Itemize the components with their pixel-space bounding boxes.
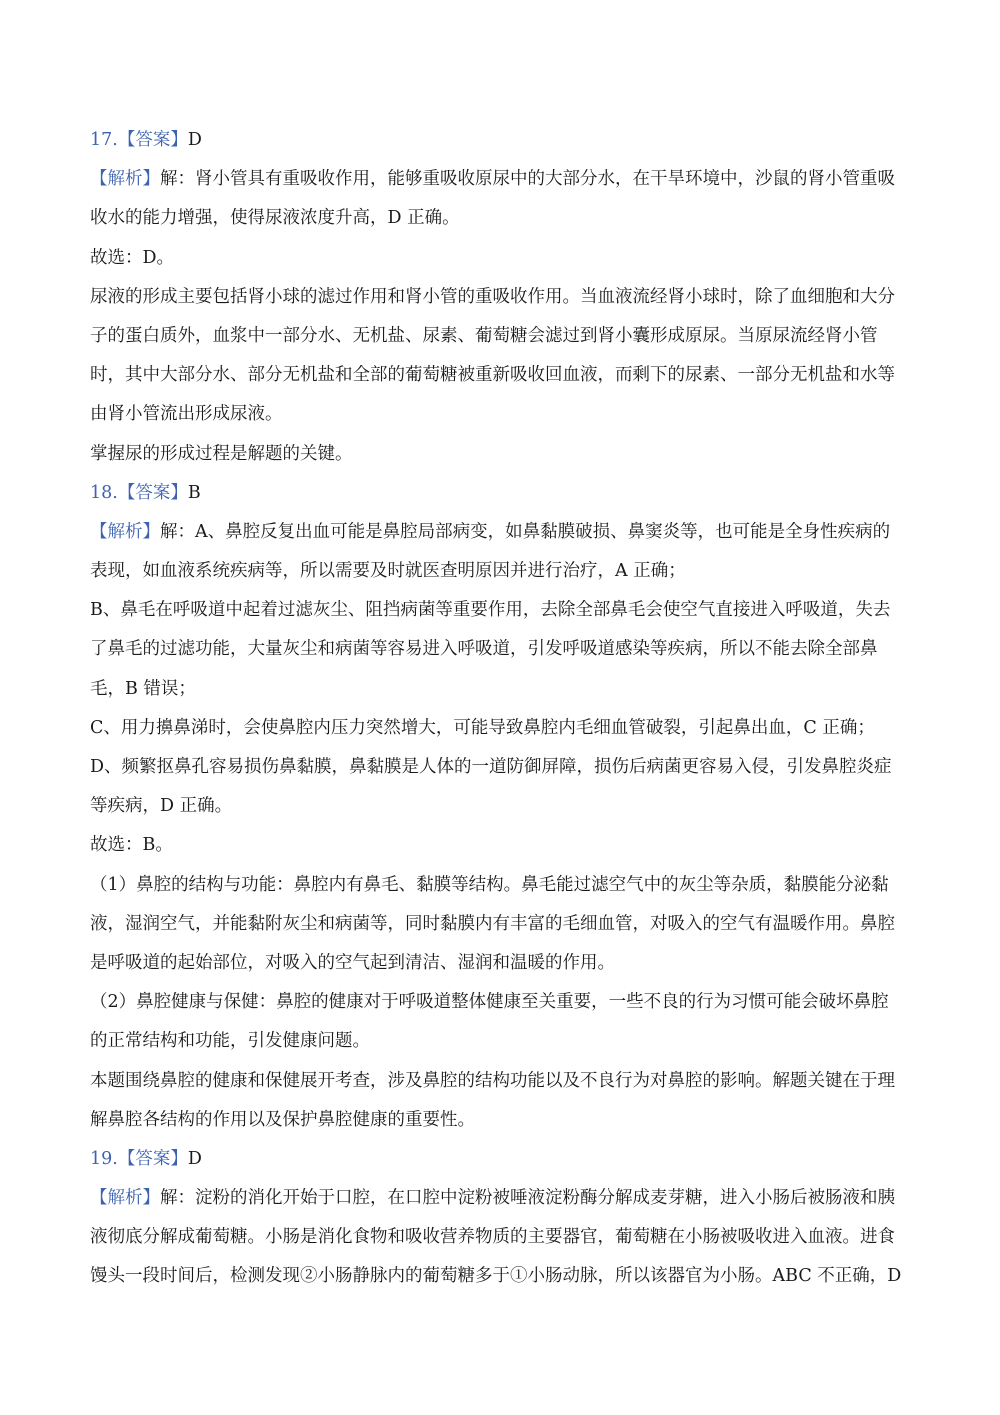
q18-text-line: 液，湿润空气，并能黏附灰尘和病菌等，同时黏膜内有丰富的毛细血管，对吸入的空气有温暖作用。鼻腔 [90, 913, 895, 934]
answer-page [90, 121, 905, 1297]
q19-answer-tag: 【答案】 [117, 1148, 188, 1169]
q18-text-line: B、鼻毛在呼吸道中起着过滤灰尘、阻挡病菌等重要作用，去除全部鼻毛会使空气直接进入呼吸道，失去 [90, 600, 891, 621]
q17-text-line: 子的蛋白质外，血浆中一部分水、无机盐、尿素、葡萄糖会滤过到肾小囊形成原尿。当原尿流经肾小管 [90, 325, 878, 346]
q18-analysis-line-1 [90, 513, 905, 552]
q19-answer-line [90, 1140, 905, 1179]
q17-analysis-tag: 【解析】 [90, 169, 160, 190]
q17-text: 解：肾小管具有重吸收作用，能够重吸收原尿中的大部分水，在干旱环境中，沙鼠的肾小管重吸 [160, 169, 895, 190]
q18-answer: B [187, 482, 201, 503]
q17-text-line: 由肾小管流出形成尿液。 [90, 404, 283, 425]
q18-text-line: （2）鼻腔健康与保健：鼻腔的健康对于呼吸道整体健康至关重要，一些不良的行为习惯可能会破坏鼻腔 [90, 992, 889, 1013]
q19-text-line: 液彻底分解成葡萄糖。小肠是消化食物和吸收营养物质的主要器官，葡萄糖在小肠被吸收进入血液。进食 [90, 1227, 895, 1248]
q19-text-line: 馒头一段时间后，检测发现②小肠静脉内的葡萄糖多于①小肠动脉，所以该器官为小肠。ABC 不正确，D [90, 1266, 902, 1287]
q18-text-line: 的正常结构和功能，引发健康问题。 [90, 1031, 370, 1052]
q17-text-line: 时，其中大部分水、部分无机盐和全部的葡萄糖被重新吸收回血液，而剩下的尿素、一部分无机盐和水等 [90, 365, 895, 386]
q18-answer-tag: 【答案】 [117, 482, 188, 503]
q17-answer-tag: 【答案】 [117, 130, 188, 150]
q18-text-line: C、用力擤鼻涕时，会使鼻腔内压力突然增大，可能导致鼻腔内毛细血管破裂，引起鼻出血，C 正确； [90, 717, 875, 738]
q19-analysis-tag: 【解析】 [90, 1188, 160, 1209]
q18-text-line: 表现，如血液系统疾病等，所以需要及时就医查明原因并进行治疗，A 正确； [90, 561, 686, 582]
q18-analysis-tag: 【解析】 [90, 521, 160, 542]
q18-text-line: 是呼吸道的起始部位，对吸入的空气起到清洁、湿润和温暖的作用。 [90, 952, 615, 973]
q17-analysis-line-1 [90, 160, 905, 199]
q19-number: 19. [90, 1148, 118, 1169]
q19-analysis-line-1 [90, 1179, 905, 1218]
q18-text-line: D、频繁抠鼻孔容易损伤鼻黏膜，鼻黏膜是人体的一道防御屏障，损伤后病菌更容易入侵，引发鼻腔炎症 [90, 757, 892, 777]
q17-answer: D [187, 130, 202, 150]
q18-text-line: 毛，B 错误； [90, 678, 196, 699]
q17-text-line: 尿液的形成主要包括肾小球的滤过作用和肾小管的重吸收作用。当血液流经肾小球时，除了血细胞和大分 [90, 286, 895, 307]
q17-text-line: 掌握尿的形成过程是解题的关键。 [90, 443, 353, 464]
q18-text-line: 等疾病，D 正确。 [90, 796, 233, 817]
q19-text: 解：淀粉的消化开始于口腔，在口腔中淀粉被唾液淀粉酶分解成麦芽糖，进入小肠后被肠液和胰 [160, 1188, 895, 1209]
q18-number: 18. [90, 482, 118, 503]
q18-text-line: 了鼻毛的过滤功能，大量灰尘和病菌等容易进入呼吸道，引发呼吸道感染等疾病，所以不能去除全部鼻 [90, 639, 878, 660]
q19-answer: D [187, 1148, 202, 1169]
q17-number: 17. [90, 130, 118, 150]
q17-text-line: 故选：D。 [90, 247, 175, 268]
q17-text-line: 收水的能力增强，使得尿液浓度升高，D 正确。 [90, 208, 460, 229]
q18-text-line: 解鼻腔各结构的作用以及保护鼻腔健康的重要性。 [90, 1109, 475, 1130]
q18-answer-line [90, 474, 905, 513]
q18-text-line: 故选：B。 [90, 835, 173, 856]
q18-text: 解：A、鼻腔反复出血可能是鼻腔局部病变，如鼻黏膜破损、鼻窦炎等，也可能是全身性疾病的 [160, 521, 891, 542]
q18-text-line: （1）鼻腔的结构与功能：鼻腔内有鼻毛、黏膜等结构。鼻毛能过滤空气中的灰尘等杂质，黏膜能分泌黏 [90, 874, 889, 895]
q17-answer-line [90, 121, 905, 160]
q18-text-line: 本题围绕鼻腔的健康和保健展开考查，涉及鼻腔的结构功能以及不良行为对鼻腔的影响。解题关键在于理 [90, 1070, 895, 1091]
